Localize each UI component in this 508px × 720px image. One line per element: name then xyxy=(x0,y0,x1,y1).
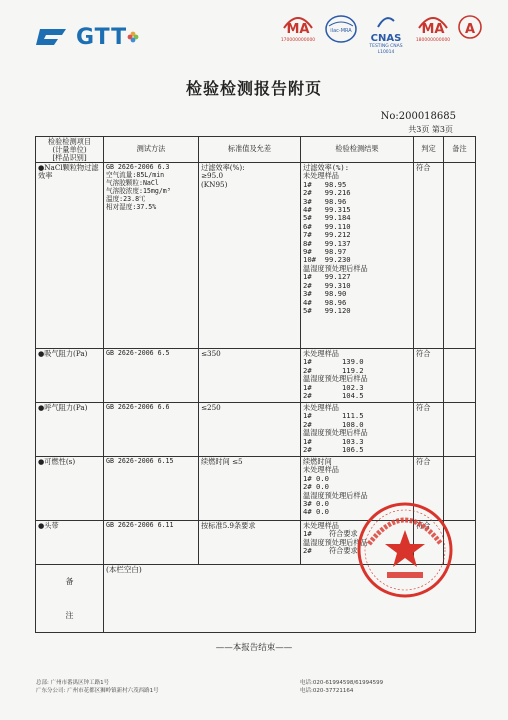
inspection-seal-icon xyxy=(355,500,455,600)
method-cell: GB 2626-2006 6.15 xyxy=(104,457,199,521)
remark-cell xyxy=(444,403,476,457)
standard-cell: 过滤效率(%): ≥95.0 (KN95) xyxy=(199,163,301,349)
verdict-cell: 符合 xyxy=(414,457,444,521)
result-cell: 续燃时间 未处理样品 1# 0.0 2# 0.0 温湿度预处理后样品 3# 0.0 4# 0.0 xyxy=(301,457,414,521)
result-cell: 未处理样品 1# 111.5 2# 108.0 温湿度预处理后样品 1# 103.3 2# 106.5 xyxy=(301,403,414,457)
remark-cell xyxy=(444,163,476,349)
certification-marks xyxy=(280,14,485,56)
notes-label: 备 注 xyxy=(36,565,104,633)
item-cell: ●可燃性(s) xyxy=(36,457,104,521)
ilac-mark: ilac-MRA xyxy=(322,14,360,34)
report-number: No:200018685 xyxy=(380,111,456,122)
standard-cell: ≤350 xyxy=(199,349,301,403)
header-method: 测试方法 xyxy=(104,137,199,163)
item-cell: ●头带 xyxy=(36,521,104,565)
cnas-mark: CNAS TESTING CNAS L10014 xyxy=(364,14,408,56)
header-item: 检验检测项目 (计量单位) [样品识别] xyxy=(36,137,104,163)
footer-addresses: 总部: 广州市番禺区钟工路1号 广东分公司: 广州市花都区狮岭镇新村六茂西路1号 xyxy=(36,680,159,694)
standard-cell: 按标准5.9条要求 xyxy=(199,521,301,565)
notes-text: (本栏空白) xyxy=(104,565,476,633)
item-cell: ●吸气阻力(Pa) xyxy=(36,349,104,403)
verdict-cell: 符合 xyxy=(414,521,444,565)
cnas-swoosh-icon xyxy=(376,15,396,29)
verdict-cell: 符合 xyxy=(414,163,444,349)
logo-text: GTT xyxy=(76,24,128,50)
header-result: 检验检测结果 xyxy=(301,137,414,163)
header-verdict: 判定 xyxy=(414,137,444,163)
logo-flower-icon xyxy=(127,31,139,43)
verdict-cell: 符合 xyxy=(414,349,444,403)
page-title: 检验检测报告附页 xyxy=(185,79,322,98)
method-cell: GB 2626-2006 6.11 xyxy=(104,521,199,565)
standard-cell: 续燃时间 ≤5 xyxy=(199,457,301,521)
standard-cell: ≤250 xyxy=(199,403,301,457)
table-header-row xyxy=(36,137,476,163)
cma-mark-2: MA 180000000000 xyxy=(415,14,451,44)
remark-cell xyxy=(444,349,476,403)
table-row xyxy=(36,403,476,457)
header-remark: 备注 xyxy=(444,137,476,163)
method-cell: GB 2626-2006 6.6 xyxy=(104,403,199,457)
page-count: 共3页 第3页 xyxy=(408,125,453,134)
method-cell: GB 2626-2006 6.3 空气流量:85L/min 气溶胶颗粒:NaCl 气溶胶浓度:15mg/m³ 温度:23.8℃ 相对湿度:37.5% xyxy=(104,163,199,349)
company-logo xyxy=(36,24,139,50)
verdict-cell: 符合 xyxy=(414,403,444,457)
item-cell: ●呼气阻力(Pa) xyxy=(36,403,104,457)
report-end: ——本报告结束—— xyxy=(215,643,293,653)
footer-phones: 电话:020-61994598/61994599 电话:020-37721164 xyxy=(300,680,384,694)
method-cell: GB 2626-2006 6.5 xyxy=(104,349,199,403)
table-row xyxy=(36,349,476,403)
header-standard: 标准值及允差 xyxy=(199,137,301,163)
item-cell: ●NaCl颗粒物过滤效率 xyxy=(36,163,104,349)
table-row xyxy=(36,163,476,349)
cal-mark: A xyxy=(456,14,484,38)
result-cell: 过滤效率(%): 未处理样品 1# 98.95 2# 99.216 3# 98.96 4# 99.315 5# 99.184 6# 99.110 7# 99.212 8# 99.137 9# 98.97 10# 99.230 温湿度预处理后样品 1# 99.127 2# 99.310 3# 98.90 4# 98.96 5# 99.120 xyxy=(301,163,414,349)
result-cell: 未处理样品 1# 符合要求 温湿度预处理后样品 2# 符合要求 xyxy=(301,521,414,565)
cma-mark: MA 170000000000 xyxy=(280,14,316,44)
logo-mark-icon xyxy=(36,26,70,48)
result-cell: 未处理样品 1# 139.0 2# 119.2 温湿度预处理后样品 1# 102.3 2# 104.5 xyxy=(301,349,414,403)
